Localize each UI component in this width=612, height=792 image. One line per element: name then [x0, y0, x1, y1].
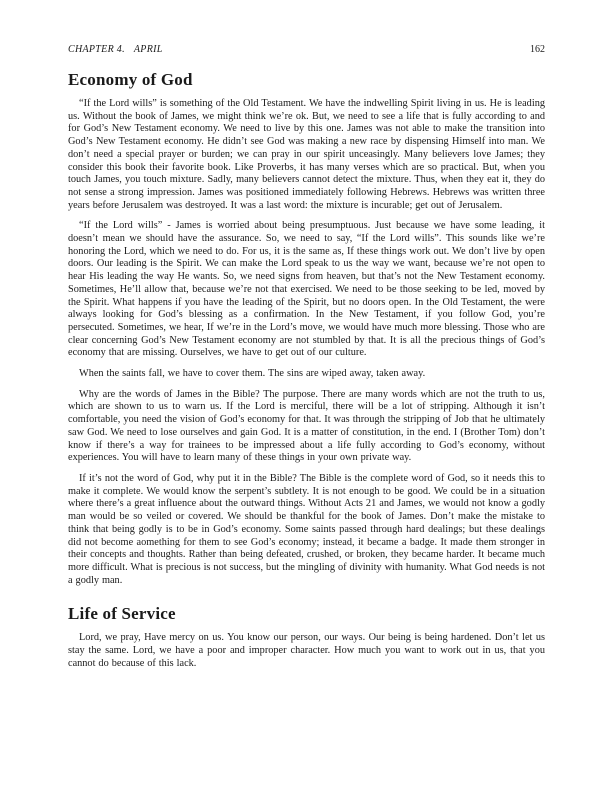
page-number: 162 — [530, 44, 545, 55]
paragraph-complete-word-of-god: If it’s not the word of God, why put it in the Bible? The Bible is the complete word of God, so it needs this to make it complete. We would know the serpent’s subtlety. It is not enough to be good. We could be in a situation where there’s a great influence about the outward things. Without Acts 21 and James, we would not know a godly man would be so veiled or covered. We should be thankful for the book of James. Don’t make the mistake to think that being godly is to be in God’s economy. Some saints passed through hard dealings; but these dealings did not become aomething for them to see God’s economy; instead, it became a badge. It made them stronger in their concepts and thoughts. Rather than being defeated, crushed, or broken, they became harder. It became much more difficult. What is precious is not success, but the mingling of divinity with humanity. What God needs is not a godly man. — [68, 472, 545, 586]
running-title — [68, 44, 163, 56]
paragraph-if-the-lord-wills-old-testament: “If the Lord wills” is something of the Old Testament. We have the indwelling Spirit living in us. He is leading us. Without the book of James, we might think we’re ok. But, we need to see a life that is fully according to and for God’s New Testament economy. We need to live by this one. James was not able to make the transition into God’s New Testament economy. He didn’t see God was making a new race by dispensing Himself into man. We don’t need a special prayer or burden; we can pray in our spirit unceasingly. Many believers love James; they consider this book their favorite book. Like Proverbs, it has many verses which are so practical. But, when you touch James, you touch mixture. Sadly, many believers cannot detect the mixture. Thus, when they eat it, they do not sense a strong impression. James was positioned immediately following Hebrews. Hebrews was written three years before Jerusalem was destroyed. It was a last word: the mixture is incurable; get out of Jerusalem. — [68, 98, 545, 211]
running-header — [68, 44, 545, 56]
paragraph-why-words-of-james: Why are the words of James in the Bible? The purpose. There are many words which are not the truth to us, which are shown to us to warn us. If the Lord is merciful, there will be a lot of stripping. Although it isn’t comfortable, you need the vision of God’s economy for that. It was through the stripping of Job that he ultimately saw God. We need to lose ourselves and gain God. It is a matter of constitution, in the end. I (Brother Tom) don’t know if there’s a way for trainees to be impressed about a life fully according to God’s economy, without experiences. You will have to learn many of these things in your own private way. — [68, 388, 545, 464]
chapter-label: CHAPTER 4. — [68, 44, 125, 55]
section-heading-economy-of-god: Economy of God — [68, 70, 193, 89]
paragraph-lord-we-pray: Lord, we pray, Have mercy on us. You know our person, our ways. Our being is being hardened. Don’t let us stay the same. Lord, we have a poor and improper character. How much you want to work out in us, that you cannot do because of this lack. — [68, 632, 545, 669]
paragraph-when-saints-fall: When the saints fall, we have to cover them. The sins are wiped away, taken away. — [79, 368, 426, 380]
paragraph-james-presumptuous: “If the Lord wills” - James is worried about being presumptuous. Just because we have some leading, it doesn’t mean we should have the assurance. So, we need to say, “If the Lord wills”. This sounds like we’re honoring the Lord, which we need to do. For us, it is the same as, If these things work out. We don’t live by open doors. Our leading is the Spirit. We can make the Lord speak to us the way we want, because we’re not open to hear His leading the way He wants. So, we need signs from heaven, but that’s not the New Testament economy. Sometimes, He’ll allow that, because we’re not that exercised. We need to be those seeking to be led, moved by the Spirit. What happens if you have the leading of the Spirit, but no doors open. In the Old Testament, the were always looking for God’s blessing as a confirmation. In the New Testament, if you follow God, you’re persecuted. Sometimes, we hear, If we’re in the Lord’s move, we would have much more blessing. Those who are clear concerning God’s New Testament economy are not stumbled by that. It is all the precious things of God’s economy that are missing. Ourselves, we have to get out of our culture. — [68, 220, 545, 359]
section-heading-life-of-service: Life of Service — [68, 604, 176, 624]
chapter-section-label: APRIL — [133, 44, 163, 55]
